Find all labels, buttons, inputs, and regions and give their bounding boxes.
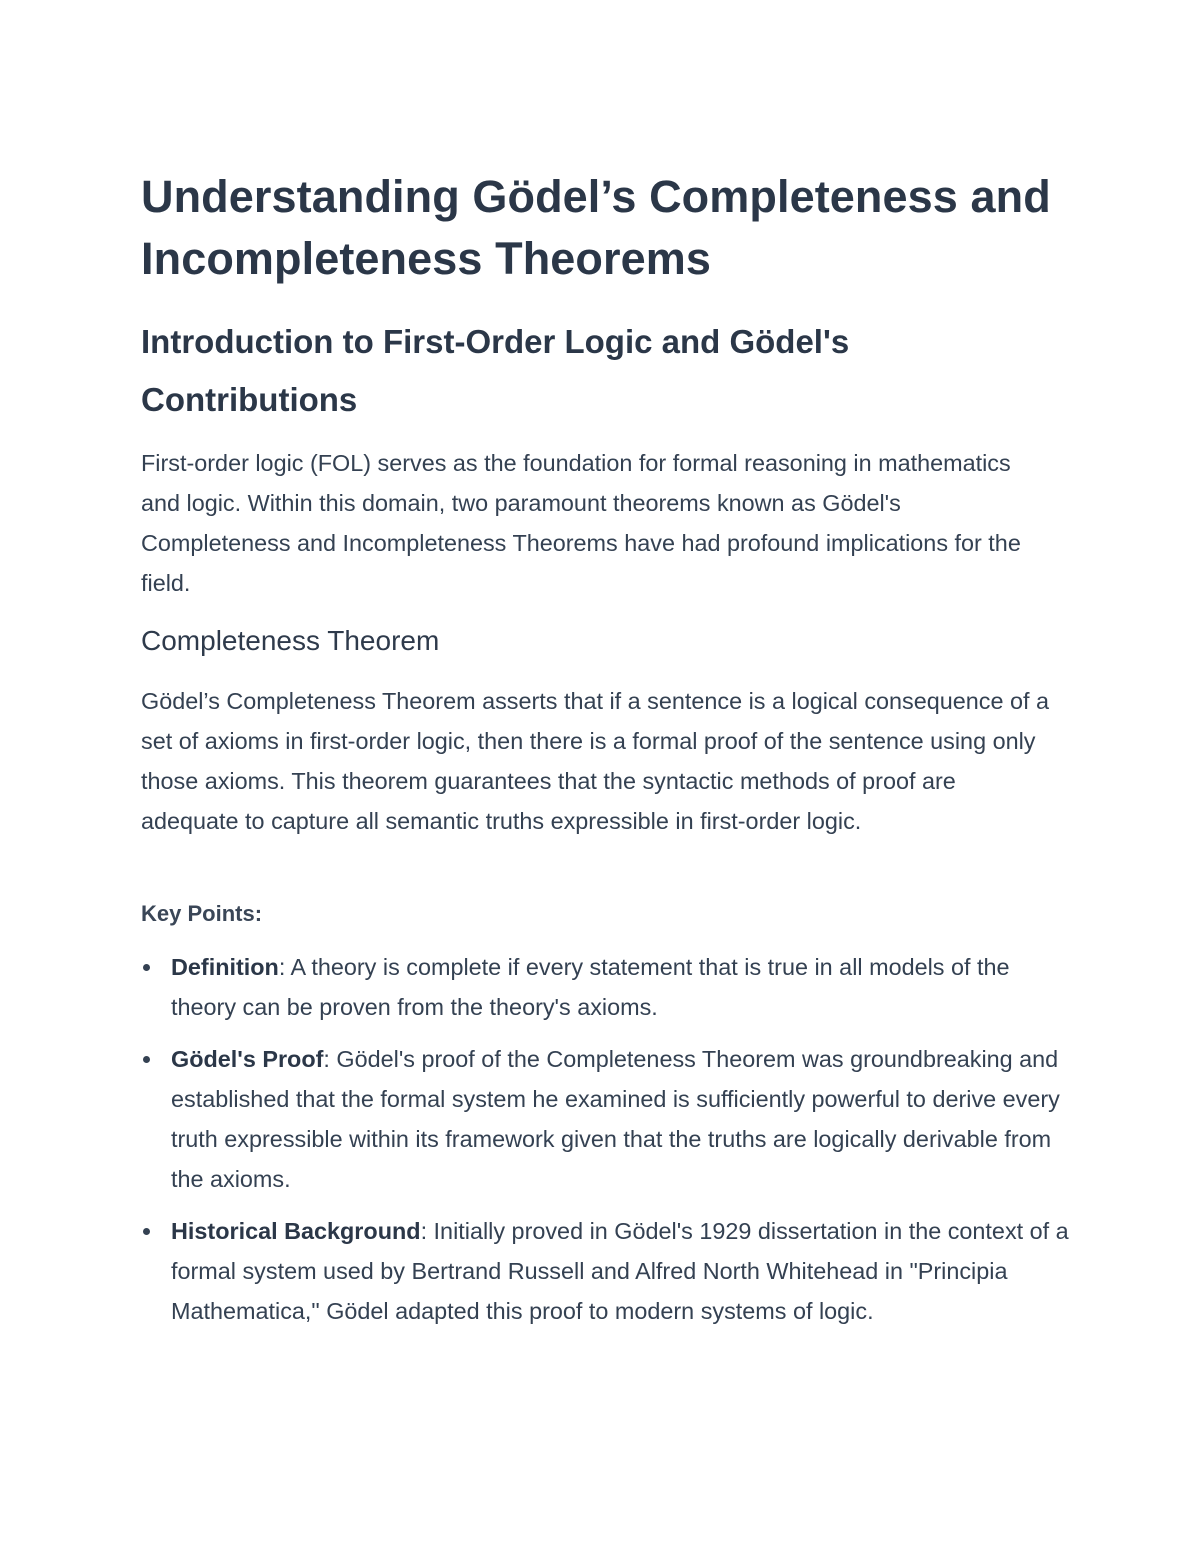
list-item-text: : Initially proved in Gödel's 1929 dissertation in the context of a formal system used by Bertrand Russell and Alfred North Whitehead in "Principia Mathematica," Gödel adapted this proof to modern systems of logic.: [171, 1218, 1069, 1324]
list-item-term: Gödel's Proof: [171, 1046, 324, 1072]
intro-paragraph: First-order logic (FOL) serves as the foundation for formal reasoning in mathematics and logic. Within this domain, two paramount theorems known as Gödel's Completeness and Incompleteness Theorems have had profound implications for the field.: [141, 450, 1021, 596]
list-item-text: : Gödel's proof of the Completeness Theorem was groundbreaking and established that the formal system he examined is sufficiently powerful to derive every truth expressible within its framework given that the truths are logically derivable from the axioms.: [171, 1046, 1060, 1192]
bullet-icon: [143, 964, 150, 971]
list-item: [141, 1039, 1071, 1199]
list-item-text: : A theory is complete if every statement that is true in all models of the theory can be proven from the theory's axioms.: [171, 954, 1010, 1020]
key-points-list: [141, 947, 1071, 1343]
list-item: [141, 947, 1071, 1027]
document-title: Understanding Gödel’s Completeness and Incompleteness Theorems: [141, 171, 1051, 284]
subsection-heading: Completeness Theorem: [141, 625, 440, 656]
key-points-label: Key Points:: [141, 901, 263, 926]
section-heading: Introduction to First-Order Logic and Gödel's Contributions: [141, 323, 850, 418]
bullet-icon: [143, 1056, 150, 1063]
list-item-term: Historical Background: [171, 1218, 421, 1244]
bullet-icon: [143, 1228, 150, 1235]
list-item: [141, 1211, 1071, 1331]
list-item-term: Definition: [171, 954, 279, 980]
completeness-paragraph: Gödel’s Completeness Theorem asserts that if a sentence is a logical consequence of a set of axioms in first-order logic, then there is a formal proof of the sentence using only those axioms. This theorem guarantees that the syntactic methods of proof are adequate to capture all semantic truths expressible in first-order logic.: [141, 688, 1049, 834]
